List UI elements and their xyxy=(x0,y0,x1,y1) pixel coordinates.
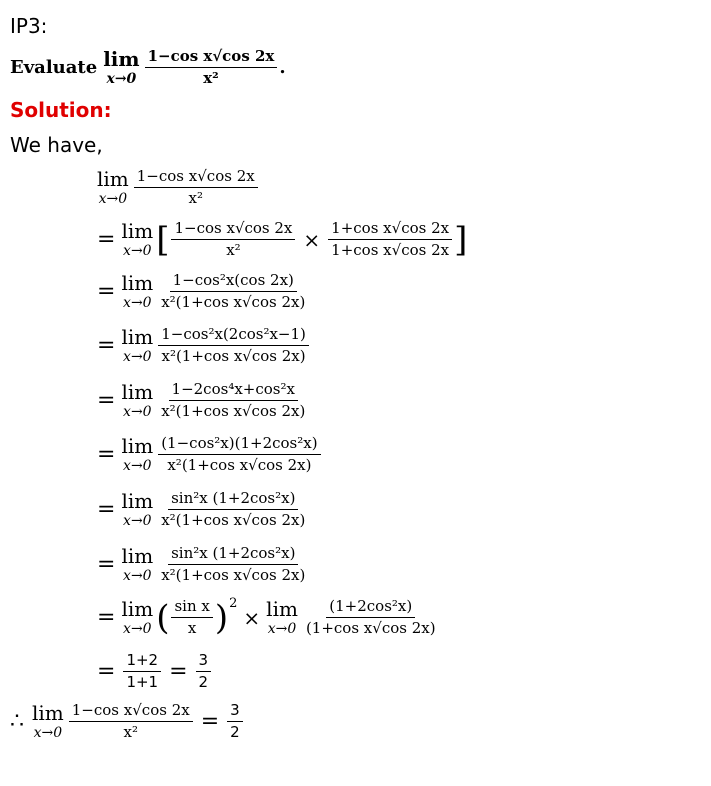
fraction: $\frac{\text{1−cos x√cos 2x}}{\text{x²}}$ xyxy=(134,168,258,208)
fraction: $\frac{\text{sin²x (1+2cos²x)}}{\text{x²(1+cos x√cos 2x)}}$ xyxy=(161,544,306,585)
bracket-open: [ xyxy=(156,219,170,260)
fraction: $\frac{\text{1−cos x√cos 2x}}{\text{x²}}$ xyxy=(171,220,295,260)
limit-operator: lim x→0 xyxy=(32,701,64,742)
fraction: $\frac{\text{1−cos²x(2cos²x−1)}}{\text{x²(1+cos x√cos 2x)}}$ xyxy=(158,326,309,366)
evaluate-word: Evaluate xyxy=(10,57,98,79)
fraction: $\frac{\text{sin x}}{x}$ xyxy=(171,598,212,638)
solution-label: Solution: xyxy=(10,98,112,122)
limit-operator: lim x→0 xyxy=(266,597,298,638)
fraction: $\frac{\text{sin²x (1+2cos²x)}}{\text{x²(1+cos x√cos 2x)}}$ xyxy=(161,489,306,530)
derivation-step: = lim x→0 $\frac{\text{1−2cos⁴x+cos²x}}{\text{x²(1+cos x√cos 2x)}}$ xyxy=(97,381,310,421)
problem-id: IP3: xyxy=(10,14,48,38)
limit-operator: lim x→0 xyxy=(121,597,154,638)
derivation-step xyxy=(97,168,260,208)
paren-open: ( xyxy=(156,597,170,638)
limit-operator: lim x→0 xyxy=(121,434,154,475)
fraction: $\frac{\text{1−cos x√cos 2x}}{\text{x²}}$ xyxy=(69,702,193,742)
fraction: $\frac{1+2}{1+1}$ xyxy=(123,652,161,692)
limit-operator: lim x→0 xyxy=(103,47,140,88)
fraction: $\frac{\text{1−cos²x(cos 2x)}}{\text{x²(1+cos x√cos 2x)}}$ xyxy=(161,271,306,312)
derivation-step: = lim x→0 [ $\frac{\text{1−cos x√cos 2x}}{\text{x²}}$ × $\frac{\text{1+cos x√cos 2x}}{\text{1+cos x√cos 2x}}$ ] xyxy=(97,219,468,260)
derivation-step: = lim x→0 $\frac{\text{sin²x (1+2cos²x)}}{\text{x²(1+cos x√cos 2x)}}$ xyxy=(97,545,310,585)
conclusion: ∴ lim x→0 $\frac{\text{1−cos x√cos 2x}}{\text{x²}}$ = $\frac{3}{2}$ xyxy=(10,702,245,742)
limit-operator: lim x→0 xyxy=(121,380,154,421)
derivation-step: = lim x→0 $\frac{\text{(1−cos²x)(1+2cos²x)}}{\text{x²(1+cos x√cos 2x)}}$ xyxy=(97,435,323,475)
derivation-step: = lim x→0 $\frac{\text{1−cos²x(2cos²x−1)}}{\text{x²(1+cos x√cos 2x)}}$ xyxy=(97,326,311,366)
bracket-close: ] xyxy=(454,219,468,260)
derivation-step: = lim x→0 $\frac{\text{1−cos²x(cos 2x)}}{\text{x²(1+cos x√cos 2x)}}$ xyxy=(97,272,310,312)
limit-operator: lim x→0 xyxy=(97,167,129,208)
derivation-step: = $\frac{1+2}{1+1}$ = $\frac{3}{2}$ xyxy=(97,652,213,692)
fraction: $\frac{\text{(1+2cos²x)}}{\text{(1+cos x√cos 2x)}}$ xyxy=(305,597,436,638)
limit-operator: lim x→0 xyxy=(121,271,154,312)
intro-text: We have, xyxy=(10,133,103,157)
derivation-step: = lim x→0 $\frac{\text{sin²x (1+2cos²x)}}{\text{x²(1+cos x√cos 2x)}}$ xyxy=(97,490,310,530)
derivation-step: = lim x→0 ( $\frac{\text{sin x}}{x}$ ) 2 × lim x→0 $\frac{\text{(1+2cos²x)}}{\text{(1+cos x√cos 2x)}}$ xyxy=(97,598,441,638)
fraction: $\frac{3}{2}$ xyxy=(196,652,212,692)
limit-operator: lim x→0 xyxy=(121,219,154,260)
fraction: $\frac{\text{1+cos x√cos 2x}}{\text{1+cos x√cos 2x}}$ xyxy=(328,220,452,260)
exponent: 2 xyxy=(229,596,238,612)
limit-operator: lim x→0 xyxy=(121,325,154,366)
paren-close: ) xyxy=(214,597,229,638)
limit-operator: lim x→0 xyxy=(121,544,154,585)
limit-operator: lim x→0 xyxy=(121,489,154,530)
fraction: $\frac{\text{(1−cos²x)(1+2cos²x)}}{\text{x²(1+cos x√cos 2x)}}$ xyxy=(158,435,320,475)
problem-statement: Evaluate lim x→0 $\frac{\text{1−cos x√cos 2x}}{\text{x²}}$ . xyxy=(10,47,286,88)
result-fraction: $\frac{3}{2}$ xyxy=(227,702,243,742)
therefore-symbol: ∴ xyxy=(10,709,24,735)
prompt-fraction: $\frac{\text{1−cos x√cos 2x}}{\text{x²}}$ xyxy=(145,48,278,88)
fraction: $\frac{\text{1−2cos⁴x+cos²x}}{\text{x²(1+cos x√cos 2x)}}$ xyxy=(161,380,306,421)
